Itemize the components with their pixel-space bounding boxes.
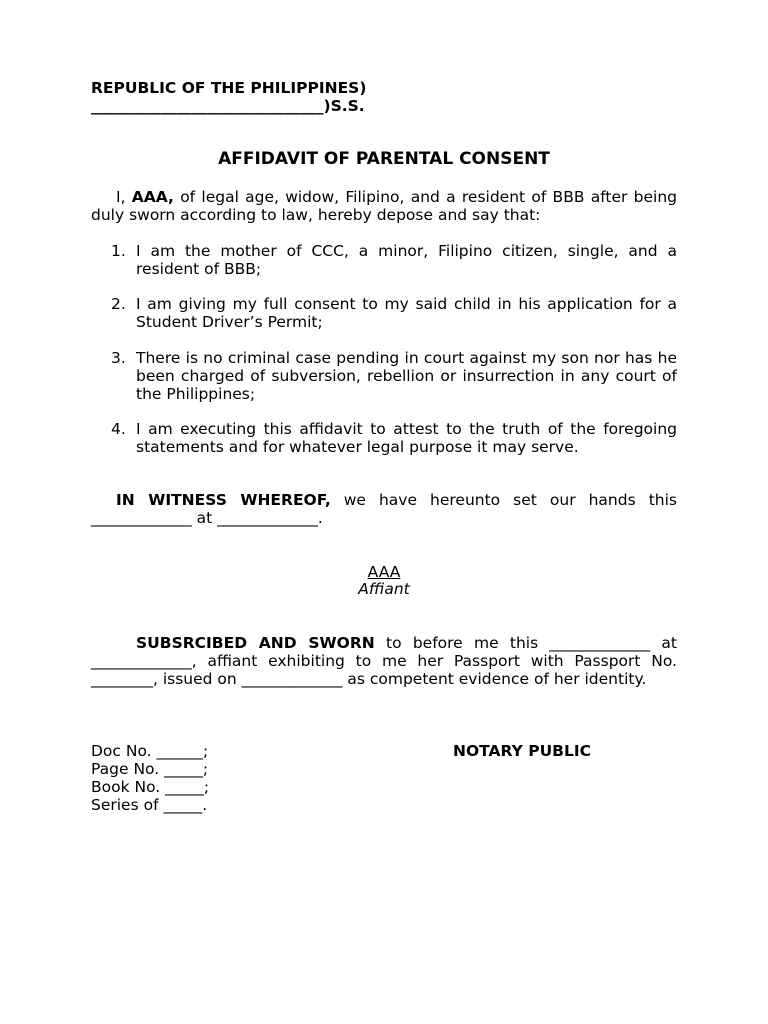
- affiant-signature-name: [91, 563, 677, 581]
- affiant-name-intro: AAA,: [131, 188, 174, 206]
- list-number: 2.: [111, 295, 126, 313]
- venue-line-1: REPUBLIC OF THE PHILIPPINES): [91, 79, 367, 97]
- list-number: 1.: [111, 242, 126, 260]
- notary-public-label: NOTARY PUBLIC: [453, 742, 592, 760]
- jurat-paragraph: [91, 634, 677, 688]
- doc-number: Doc No. ______;: [91, 742, 209, 760]
- book-number: Book No. _____;: [91, 778, 210, 796]
- list-number: 3.: [111, 349, 126, 367]
- jurat-text: to before me this _____________ at _____________, affiant exhibiting to me her Passport with Passport No. ________, issued on _____________ as competent evidence of her identity.: [91, 634, 678, 688]
- intro-text: of legal age, widow, Filipino, and a resident of BBB after being duly sworn according to law, hereby depose and say that:: [91, 188, 677, 224]
- series-number: Series of _____.: [91, 796, 208, 814]
- list-text: I am the mother of CCC, a minor, Filipino citizen, single, and a resident of BBB;: [136, 242, 677, 278]
- jurat-lead: SUBSRCIBED AND SWORN: [136, 634, 375, 652]
- affidavit-page: [91, 0, 677, 1024]
- witness-lead: IN WITNESS WHEREOF,: [116, 491, 331, 509]
- list-text: I am executing this affidavit to attest to the truth of the foregoing statements and for whatever legal purpose it may serve.: [136, 420, 677, 456]
- list-text: There is no criminal case pending in court against my son nor has he been charged of subversion, rebellion or insurrection in any court of the Philippines;: [136, 349, 677, 403]
- affiant-role: Affiant: [358, 580, 410, 598]
- list-number: 4.: [111, 420, 126, 438]
- witness-text: we have hereunto set our hands this _____________ at _____________.: [91, 491, 677, 527]
- list-text: I am giving my full consent to my said child in his application for a Student Driver’s Permit;: [136, 295, 677, 331]
- affiant-name: AAA: [367, 563, 401, 581]
- witness-paragraph: [91, 491, 677, 527]
- document-title: AFFIDAVIT OF PARENTAL CONSENT: [218, 149, 550, 169]
- page-number: Page No. _____;: [91, 760, 209, 778]
- intro-prefix: I,: [116, 188, 132, 206]
- intro-paragraph: [91, 188, 677, 224]
- venue-line-2: ______________________________)S.S.: [91, 97, 365, 115]
